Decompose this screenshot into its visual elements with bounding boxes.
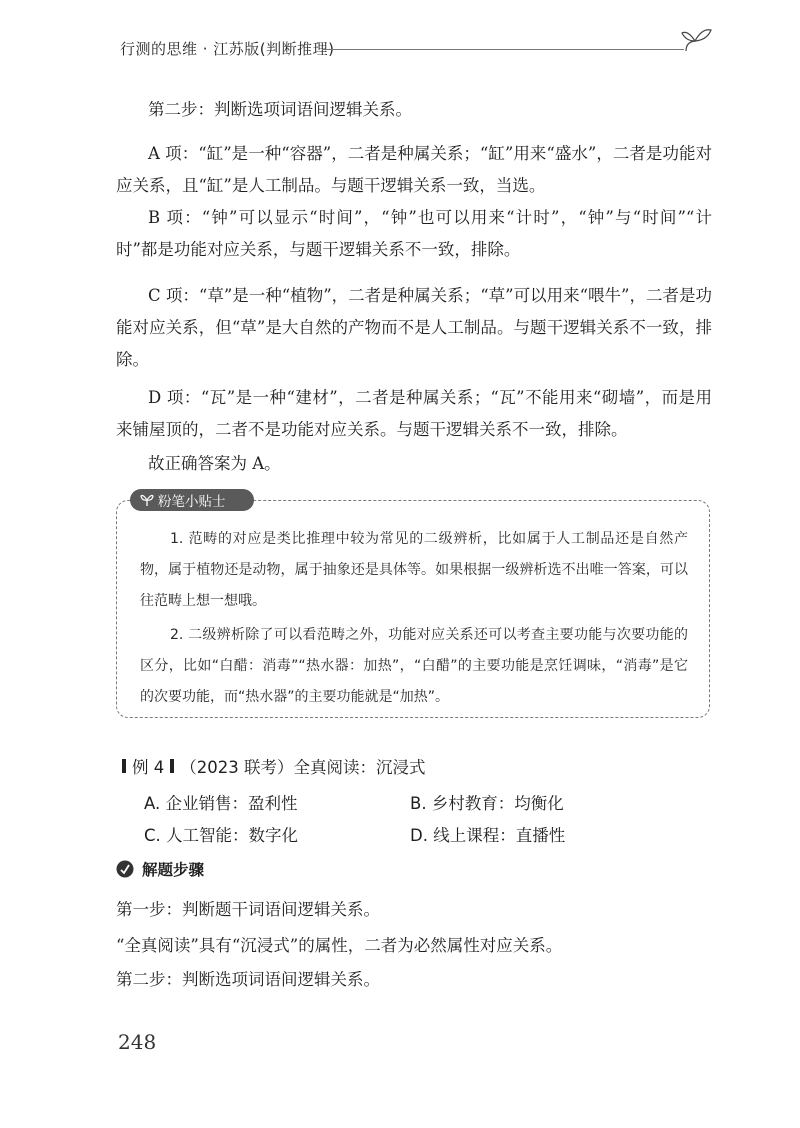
tip-badge-label: 粉笔小贴士: [158, 494, 226, 510]
option-d: D. 线上课程：直播性: [410, 826, 566, 845]
header-rule: [322, 49, 684, 50]
option-a: A. 企业销售：盈利性: [144, 794, 298, 813]
option-c-analysis: C 项：“草”是一种“植物”，二者是种属关系；“草”可以用来“喂牛”，二者是功能对应关系，但“草”是大自然的产物而不是人工制品。与题干逻辑关系不一致，排除。: [116, 286, 712, 369]
option-b-analysis: B 项：“钟”可以显示“时间”，“钟”也可以用来“计时”，“钟”与“时间”“计时”都是功能对应关系，与题干逻辑关系不一致，排除。: [116, 208, 712, 259]
example-label: 例 4: [132, 758, 165, 777]
option-d-analysis: D 项：“瓦”是一种“建材”，二者是种属关系；“瓦”不能用来“砌墙”，而是用来铺屋顶的，二者不是功能对应关系。与题干逻辑关系不一致，排除。: [116, 388, 712, 439]
sprout-icon: [680, 24, 714, 54]
option-c: C. 人工智能：数字化: [144, 826, 299, 845]
solution-heading: [116, 858, 204, 880]
conclusion: 故正确答案为 A。: [148, 454, 281, 473]
solution-heading-label: 解题步骤: [142, 861, 205, 879]
option-a-analysis: A 项：“缸”是一种“容器”，二者是种属关系；“缸”用来“盛水”，二者是功能对应关系，且“缸”是人工制品。与题干逻辑关系一致，当选。: [116, 144, 712, 195]
solution-step2: 第二步：判断选项词语间逻辑关系。: [116, 970, 380, 989]
example-question: （2023 联考）全真阅读：沉浸式: [180, 758, 426, 777]
tip-item-1: 1. 范畴的对应是类比推理中较为常见的二级辨析，比如属于人工制品还是自然产物，属于植物还是动物，属于抽象还是具体等。如果根据一级辨析选不出唯一答案，可以往范畴上想一想哦。: [140, 531, 688, 609]
running-header-title: 行测的思维 · 江苏版(判断推理): [120, 40, 335, 58]
solution-step1: 第一步：判断题干词语间逻辑关系。: [116, 900, 380, 919]
example-bar-right: [170, 759, 174, 773]
solution-icon: [116, 860, 134, 878]
tip-item-2: 2. 二级辨析除了可以看范畴之外，功能对应关系还可以考查主要功能与次要功能的区分，比如“白醋：消毒”“热水器：加热”，“白醋”的主要功能是烹饪调味，“消毒”是它的次要功能，而“热水器”的主要功能就是“加热”。: [140, 627, 688, 705]
step2-title: 第二步：判断选项词语间逻辑关系。: [148, 100, 412, 119]
page-number: 248: [118, 1030, 157, 1054]
tip-badge: [130, 489, 254, 511]
option-b: B. 乡村教育：均衡化: [410, 794, 564, 813]
leaf-icon: [140, 493, 154, 507]
example-heading: [116, 754, 426, 778]
solution-step1-detail: “全真阅读”具有“沉浸式”的属性，二者为必然属性对应关系。: [116, 936, 563, 955]
example-bar-left: [122, 759, 126, 773]
